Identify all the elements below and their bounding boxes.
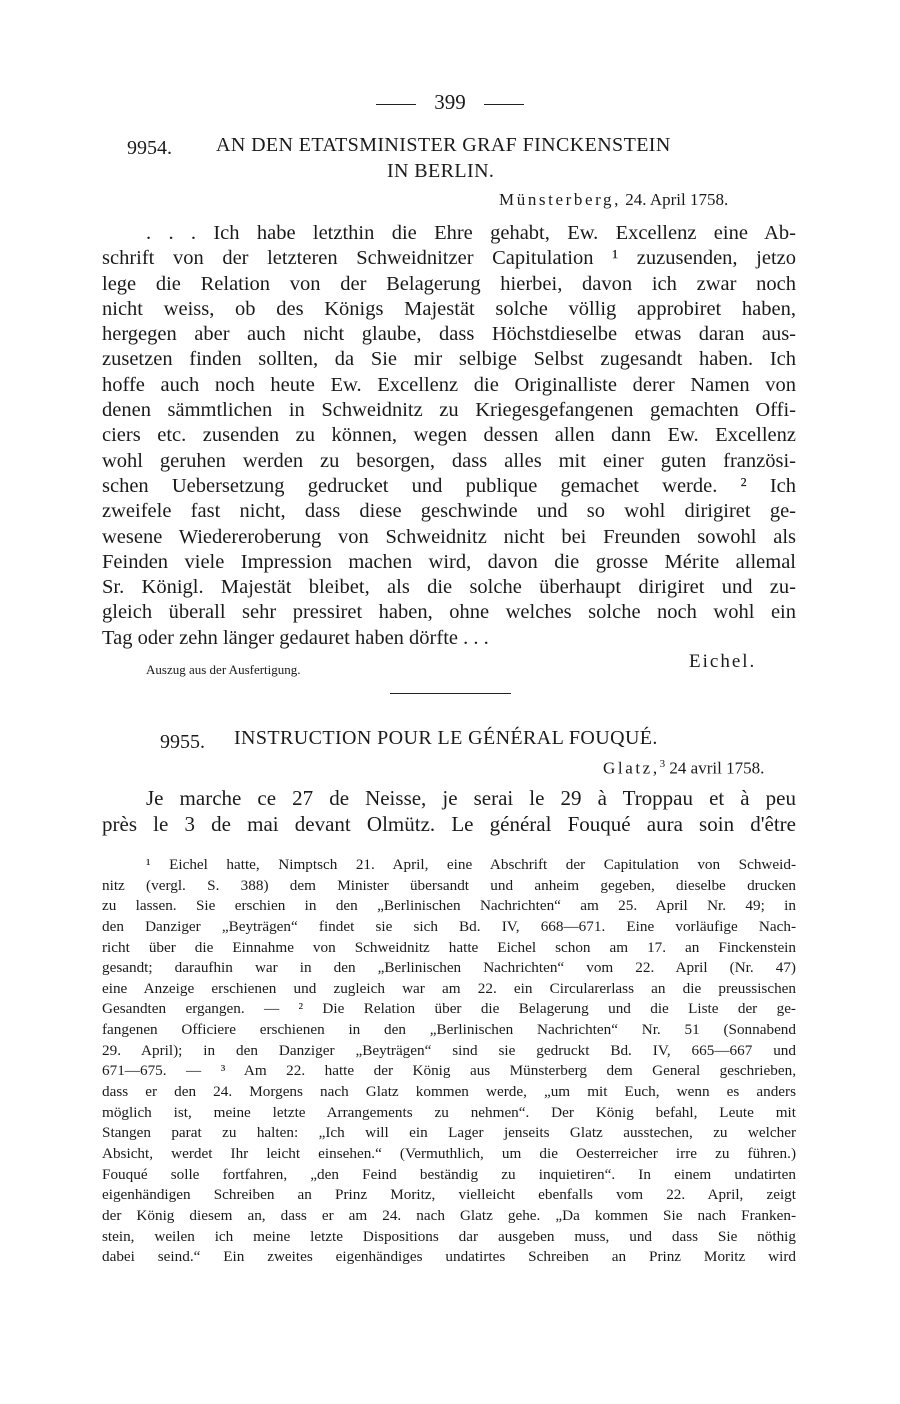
date-text: 24 avril 1758. — [669, 758, 765, 778]
footnote-line: Fouqué solle fortfahren, „den Feind beständig zu inquietiren“. In einem undatirten — [102, 1165, 796, 1183]
body-line: zweifele fast nicht, dass diese geschwinde und so wohl dirigiret ge- — [102, 500, 796, 523]
footnote-line: Stangen parat zu halten: „Ich will ein Lager jenseits Glatz ausstechen, zu welcher — [102, 1124, 796, 1142]
footnote-line: fangenen Officiere erschienen in den „Berlinischen Nachrichten“ Nr. 51 (Sonnabend — [102, 1021, 796, 1039]
footnote-line: eigenhändigen Schreiben an Prinz Moritz, vielleicht ebenfalls vom 22. April, zeigt — [102, 1186, 796, 1204]
body-line: gleich überall sehr pressiret haben, ohne welches solche noch wohl ein — [102, 601, 796, 624]
footnote-line: der König diesem an, dass er am 24. nach Glatz gehe. „Da kommen Sie nach Franken- — [102, 1206, 796, 1224]
footnote-line: zu lassen. Sie erschien in den „Berlinischen Nachrichten“ am 25. April Nr. 49; in — [102, 897, 796, 915]
footnote-line: ¹ Eichel hatte, Nimptsch 21. April, eine Abschrift der Capitulation von Schweid- — [146, 856, 796, 873]
body-line: nicht weiss, ob des Königs Majestät solche völlig approbiret haben, — [102, 297, 796, 320]
instruction-body-9955 — [102, 786, 796, 837]
date-text: 24. April 1758. — [625, 190, 729, 209]
page-number-rule-right — [484, 104, 524, 105]
footnote-line: den Danziger „Beyträgen“ findet sie sich Bd. IV, 668—671. Eine vorläufige Nach- — [102, 917, 796, 935]
place-name: Münsterberg, — [499, 190, 622, 209]
doc-heading-9955: INSTRUCTION POUR LE GÉNÉRAL FOUQUÉ. — [234, 727, 658, 749]
body-line: . . . Ich habe letzthin die Ehre gehabt, Ew. Excellenz eine Ab- — [146, 222, 796, 244]
footnote-line: stein, weilen ich meine letzte Dispositions dar ausgeben muss, und dass Sie nöthig — [102, 1227, 796, 1245]
footnote-line: dabei seind.“ Ein zweites eigenhändiges undatirtes Schreiben an Prinz Moritz wird — [102, 1248, 796, 1266]
signature: Eichel. — [689, 651, 757, 672]
footnote-line: richt über die Einnahme von Schweidnitz hatte Eichel schon am 17. an Finckenstein — [102, 938, 796, 956]
doc-number-9954: 9954. — [127, 137, 172, 159]
body-line: hoffe auch noch heute Ew. Excellenz die Originalliste derer Namen von — [102, 373, 796, 396]
body-line: ciers etc. zusenden zu können, wegen dessen allen dann Ew. Excellenz — [102, 424, 796, 447]
footnote-line: dass er den 24. Morgens nach Glatz kommen werde, „um mit Euch, wenn es anders — [102, 1083, 796, 1101]
body-line: denen sämmtlichen in Schweidnitz zu Kriegesgefangenen gemachten Offi- — [102, 399, 796, 422]
page-number — [0, 90, 900, 115]
body-line: schen Uebersetzung gedrucket und publique gemachet werde. ² Ich — [102, 474, 796, 497]
body-line: wohl geruhen werden zu besorgen, dass alles mit einer guten französi- — [102, 449, 796, 472]
source-note: Auszug aus der Ausfertigung. — [146, 662, 301, 677]
place-date-9955 — [603, 758, 764, 779]
footnote-line: Absicht, werdet Ihr leicht einsehen.“ (Vermuthlich, um die Oesterreicher irre zu führen.) — [102, 1144, 796, 1162]
footnote-line: 671—675. — ³ Am 22. hatte der König aus Münsterberg dem General geschrieben, — [102, 1062, 796, 1080]
footnote-ref: 3 — [659, 758, 666, 770]
doc-heading-line2: IN BERLIN. — [387, 160, 495, 182]
doc-heading-line1: AN DEN ETATSMINISTER GRAF FINCKENSTEIN — [216, 134, 671, 156]
body-line: Tag oder zehn länger gedauret haben dörfte . . . — [102, 626, 489, 649]
body-line: schrift von der letzteren Schweidnitzer Capitulation ¹ zuzusenden, jetzo — [102, 247, 796, 270]
place-date-9954 — [499, 190, 728, 210]
body-line: Sr. Königl. Majestät bleibet, als die solche überhaupt dirigiret und zu- — [102, 576, 796, 599]
letter-body-9954 — [102, 221, 796, 651]
doc-number-9955: 9955. — [160, 731, 205, 753]
footnote-line: 29. April); in den Danziger „Beyträgen“ sind sie gedruckt Bd. IV, 665—667 und — [102, 1041, 796, 1059]
footnote-line: gesandt; daraufhin war in den „Berlinischen Nachrichten“ vom 22. April (Nr. 47) — [102, 959, 796, 977]
footnote-line: Gesandten ergangen. — ² Die Relation über die Belagerung und die Liste der ge- — [102, 1000, 796, 1018]
section-divider — [390, 693, 511, 694]
body-line: lege die Relation von der Belagerung hierbei, davon ich zwar noch — [102, 272, 796, 295]
footnote-line: eine Anzeige erschienen und zugleich war am 22. ein Circularerlass an die preussischen — [102, 979, 796, 997]
body-line: zusetzen finden sollten, da Sie mir selbige Selbst zugesandt haben. Ich — [102, 348, 796, 371]
body-line: Feinden viele Impression machen wird, davon die grosse Mérite allemal — [102, 550, 796, 573]
footnotes — [102, 855, 796, 1268]
body-line: Je marche ce 27 de Neisse, je serai le 29 à Troppau et à peu — [146, 786, 796, 810]
body-line: hergegen aber auch nicht glaube, dass Höchstdieselbe etwas daran aus- — [102, 323, 796, 346]
page-number-rule-left — [376, 104, 416, 105]
place-name: Glatz, — [603, 758, 660, 778]
body-line: wesene Wiedereroberung von Schweidnitz nicht bei Freunden sowohl als — [102, 525, 796, 548]
body-line: près le 3 de mai devant Olmütz. Le général Fouqué aura soin d'être — [102, 811, 796, 836]
footnote-line: nitz (vergl. S. 388) dem Minister übersandt und anheim gegeben, dieselbe drucken — [102, 876, 796, 894]
footnote-line: möglich ist, meine letzte Arrangements zu nehmen“. Der König befahl, Leute mit — [102, 1103, 796, 1121]
page-number-text: 399 — [434, 90, 466, 114]
